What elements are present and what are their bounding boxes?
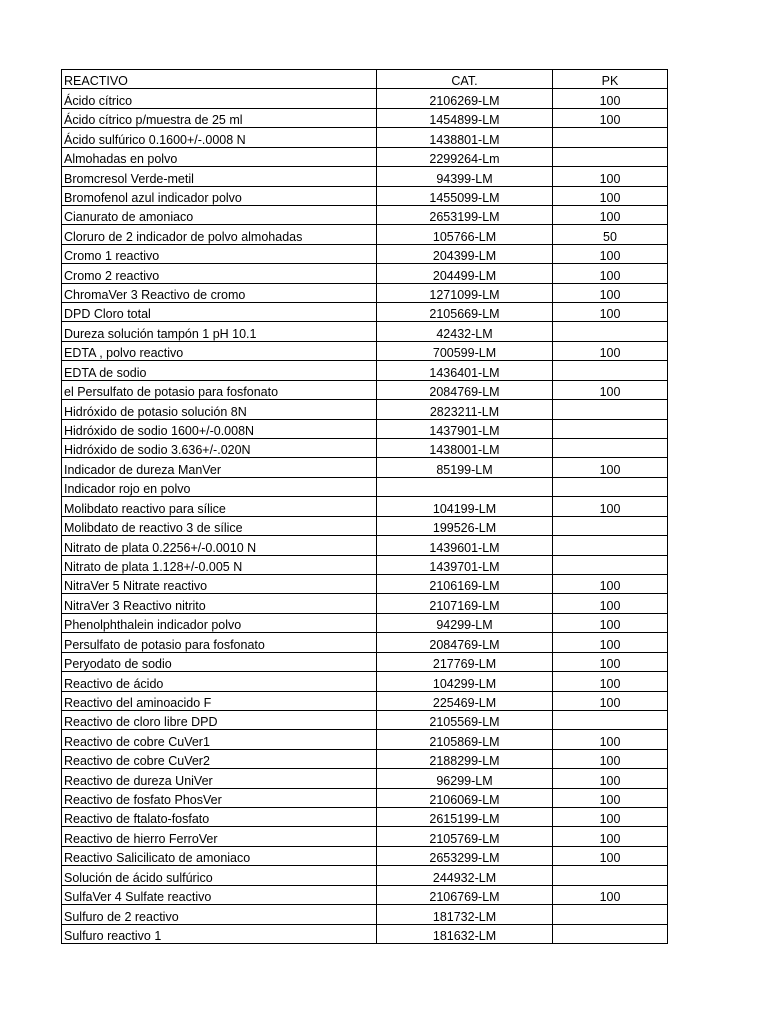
pack-size-cell: 100 (553, 788, 668, 807)
pack-size-cell (553, 419, 668, 438)
catalog-number-cell: 2107169-LM (377, 594, 553, 613)
table-row (62, 633, 668, 652)
catalog-number-cell: 2084769-LM (377, 633, 553, 652)
reagent-name-cell: Bromcresol Verde-metil (62, 167, 377, 186)
catalog-number-cell: 104299-LM (377, 672, 553, 691)
table-row (62, 477, 668, 496)
catalog-number-cell: 244932-LM (377, 866, 553, 885)
pack-size-cell: 100 (553, 244, 668, 263)
pack-size-cell: 100 (553, 749, 668, 768)
table-row (62, 885, 668, 904)
table-row (62, 905, 668, 924)
table-row (62, 672, 668, 691)
catalog-number-cell: 104199-LM (377, 497, 553, 516)
catalog-number-cell: 2105669-LM (377, 303, 553, 322)
reagent-name-cell: Hidróxido de potasio solución 8N (62, 400, 377, 419)
catalog-number-cell: 2299264-Lm (377, 147, 553, 166)
reagent-name-cell: Dureza solución tampón 1 pH 10.1 (62, 322, 377, 341)
pack-size-cell (553, 147, 668, 166)
pack-size-cell: 100 (553, 652, 668, 671)
pack-size-cell: 100 (553, 808, 668, 827)
pack-size-cell: 100 (553, 613, 668, 632)
catalog-number-cell: 1271099-LM (377, 283, 553, 302)
table-row (62, 439, 668, 458)
pack-size-cell: 100 (553, 497, 668, 516)
reagent-name-cell: Hidróxido de sodio 1600+/-0.008N (62, 419, 377, 438)
reagent-name-cell: Reactivo de hierro FerroVer (62, 827, 377, 846)
table-row (62, 691, 668, 710)
pack-size-cell (553, 400, 668, 419)
header-cat: CAT. (377, 70, 553, 89)
table-row (62, 128, 668, 147)
reagent-name-cell: Peryodato de sodio (62, 652, 377, 671)
reagent-name-cell: DPD Cloro total (62, 303, 377, 322)
catalog-number-cell: 2105869-LM (377, 730, 553, 749)
reagent-name-cell: Reactivo del aminoacido F (62, 691, 377, 710)
reagent-name-cell: ChromaVer 3 Reactivo de cromo (62, 283, 377, 302)
pack-size-cell: 100 (553, 769, 668, 788)
catalog-number-cell: 2084769-LM (377, 380, 553, 399)
catalog-number-cell: 217769-LM (377, 652, 553, 671)
pack-size-cell: 100 (553, 827, 668, 846)
catalog-number-cell: 2653199-LM (377, 205, 553, 224)
reagent-name-cell: NitraVer 5 Nitrate reactivo (62, 574, 377, 593)
reagent-name-cell: Reactivo de dureza UniVer (62, 769, 377, 788)
pack-size-cell (553, 128, 668, 147)
table-row (62, 536, 668, 555)
catalog-number-cell (377, 477, 553, 496)
pack-size-cell: 100 (553, 633, 668, 652)
reagent-name-cell: Molibdato de reactivo 3 de sílice (62, 516, 377, 535)
pack-size-cell: 100 (553, 672, 668, 691)
pack-size-cell: 100 (553, 574, 668, 593)
catalog-number-cell: 94299-LM (377, 613, 553, 632)
header-pk: PK (553, 70, 668, 89)
catalog-number-cell: 2106069-LM (377, 788, 553, 807)
pack-size-cell (553, 924, 668, 943)
pack-size-cell (553, 361, 668, 380)
table-row (62, 400, 668, 419)
pack-size-cell: 100 (553, 108, 668, 127)
table-row (62, 205, 668, 224)
table-row (62, 303, 668, 322)
reagent-name-cell: Cromo 1 reactivo (62, 244, 377, 263)
catalog-number-cell: 2105769-LM (377, 827, 553, 846)
reagent-name-cell: NitraVer 3 Reactivo nitrito (62, 594, 377, 613)
pack-size-cell (553, 555, 668, 574)
catalog-number-cell: 181732-LM (377, 905, 553, 924)
catalog-number-cell: 1439601-LM (377, 536, 553, 555)
table-row (62, 361, 668, 380)
reagent-name-cell: Ácido cítrico p/muestra de 25 ml (62, 108, 377, 127)
reagent-name-cell: Ácido sulfúrico 0.1600+/-.0008 N (62, 128, 377, 147)
table-row (62, 380, 668, 399)
reagent-name-cell: Indicador rojo en polvo (62, 477, 377, 496)
pack-size-cell: 100 (553, 730, 668, 749)
catalog-number-cell: 1454899-LM (377, 108, 553, 127)
reagent-name-cell: Cloruro de 2 indicador de polvo almohadas (62, 225, 377, 244)
reagent-name-cell: Reactivo Salicilicato de amoniaco (62, 846, 377, 865)
catalog-number-cell: 2188299-LM (377, 749, 553, 768)
pack-size-cell: 100 (553, 167, 668, 186)
reagent-name-cell: Sulfuro de 2 reactivo (62, 905, 377, 924)
reagent-table-container (61, 69, 668, 944)
pack-size-cell: 100 (553, 380, 668, 399)
reagent-name-cell: Hidróxido de sodio 3.636+/-.020N (62, 439, 377, 458)
pack-size-cell: 100 (553, 186, 668, 205)
reagent-name-cell: Cianurato de amoniaco (62, 205, 377, 224)
reagent-name-cell: Almohadas en polvo (62, 147, 377, 166)
pack-size-cell: 100 (553, 283, 668, 302)
reagent-name-cell: Bromofenol azul indicador polvo (62, 186, 377, 205)
catalog-number-cell: 1436401-LM (377, 361, 553, 380)
reagent-name-cell: Cromo 2 reactivo (62, 264, 377, 283)
pack-size-cell: 100 (553, 303, 668, 322)
catalog-number-cell: 1455099-LM (377, 186, 553, 205)
pack-size-cell (553, 439, 668, 458)
catalog-number-cell: 105766-LM (377, 225, 553, 244)
pack-size-cell: 100 (553, 341, 668, 360)
pack-size-cell: 100 (553, 264, 668, 283)
table-row (62, 555, 668, 574)
catalog-number-cell: 2105569-LM (377, 710, 553, 729)
catalog-number-cell: 2823211-LM (377, 400, 553, 419)
catalog-number-cell: 204499-LM (377, 264, 553, 283)
pack-size-cell: 100 (553, 458, 668, 477)
catalog-number-cell: 225469-LM (377, 691, 553, 710)
reagent-name-cell: el Persulfato de potasio para fosfonato (62, 380, 377, 399)
reagent-name-cell: Nitrato de plata 0.2256+/-0.0010 N (62, 536, 377, 555)
pack-size-cell: 100 (553, 205, 668, 224)
table-row (62, 244, 668, 263)
pack-size-cell: 100 (553, 846, 668, 865)
reagent-name-cell: Ácido cítrico (62, 89, 377, 108)
table-row (62, 594, 668, 613)
catalog-number-cell: 1439701-LM (377, 555, 553, 574)
catalog-number-cell: 204399-LM (377, 244, 553, 263)
header-row (62, 70, 668, 89)
table-row (62, 730, 668, 749)
reagent-name-cell: Reactivo de ácido (62, 672, 377, 691)
reagent-name-cell: Phenolphthalein indicador polvo (62, 613, 377, 632)
header-reactivo: REACTIVO (62, 70, 377, 89)
catalog-number-cell: 96299-LM (377, 769, 553, 788)
reagent-name-cell: Reactivo de ftalato-fosfato (62, 808, 377, 827)
reagent-name-cell: EDTA , polvo reactivo (62, 341, 377, 360)
pack-size-cell (553, 866, 668, 885)
reagent-name-cell: Reactivo de cobre CuVer2 (62, 749, 377, 768)
catalog-number-cell: 1438801-LM (377, 128, 553, 147)
catalog-number-cell: 181632-LM (377, 924, 553, 943)
pack-size-cell (553, 516, 668, 535)
pack-size-cell (553, 477, 668, 496)
pack-size-cell: 50 (553, 225, 668, 244)
reagent-name-cell: Reactivo de fosfato PhosVer (62, 788, 377, 807)
table-row (62, 866, 668, 885)
reagent-name-cell: Sulfuro reactivo 1 (62, 924, 377, 943)
table-row (62, 769, 668, 788)
pack-size-cell: 100 (553, 691, 668, 710)
catalog-number-cell: 1437901-LM (377, 419, 553, 438)
catalog-number-cell: 2106169-LM (377, 574, 553, 593)
table-row (62, 924, 668, 943)
catalog-number-cell: 94399-LM (377, 167, 553, 186)
catalog-number-cell: 700599-LM (377, 341, 553, 360)
catalog-number-cell: 2106269-LM (377, 89, 553, 108)
table-row (62, 186, 668, 205)
table-row (62, 322, 668, 341)
table-row (62, 89, 668, 108)
table-row (62, 264, 668, 283)
pack-size-cell (553, 322, 668, 341)
table-row (62, 458, 668, 477)
catalog-number-cell: 2106769-LM (377, 885, 553, 904)
reagent-name-cell: Indicador de dureza ManVer (62, 458, 377, 477)
catalog-number-cell: 2615199-LM (377, 808, 553, 827)
table-row (62, 419, 668, 438)
table-row (62, 516, 668, 535)
pack-size-cell (553, 905, 668, 924)
catalog-number-cell: 1438001-LM (377, 439, 553, 458)
table-row (62, 788, 668, 807)
table-row (62, 225, 668, 244)
table-row (62, 613, 668, 632)
table-row (62, 846, 668, 865)
catalog-number-cell: 42432-LM (377, 322, 553, 341)
reagent-name-cell: Persulfato de potasio para fosfonato (62, 633, 377, 652)
table-row (62, 808, 668, 827)
reagent-name-cell: SulfaVer 4 Sulfate reactivo (62, 885, 377, 904)
table-row (62, 497, 668, 516)
pack-size-cell (553, 536, 668, 555)
table-row (62, 147, 668, 166)
reagent-name-cell: Nitrato de plata 1.128+/-0.005 N (62, 555, 377, 574)
reagent-name-cell: EDTA de sodio (62, 361, 377, 380)
table-row (62, 574, 668, 593)
pack-size-cell: 100 (553, 594, 668, 613)
table-row (62, 283, 668, 302)
table-row (62, 710, 668, 729)
pack-size-cell (553, 710, 668, 729)
catalog-number-cell: 85199-LM (377, 458, 553, 477)
table-body (62, 89, 668, 944)
table-row (62, 167, 668, 186)
pack-size-cell: 100 (553, 89, 668, 108)
table-row (62, 341, 668, 360)
catalog-number-cell: 2653299-LM (377, 846, 553, 865)
reagent-name-cell: Reactivo de cobre CuVer1 (62, 730, 377, 749)
table-row (62, 827, 668, 846)
table-row (62, 108, 668, 127)
catalog-number-cell: 199526-LM (377, 516, 553, 535)
reagent-name-cell: Solución de ácido sulfúrico (62, 866, 377, 885)
table-row (62, 652, 668, 671)
pack-size-cell: 100 (553, 885, 668, 904)
reagent-name-cell: Reactivo de cloro libre DPD (62, 710, 377, 729)
reagent-table (61, 69, 668, 944)
reagent-name-cell: Molibdato reactivo para sílice (62, 497, 377, 516)
table-row (62, 749, 668, 768)
